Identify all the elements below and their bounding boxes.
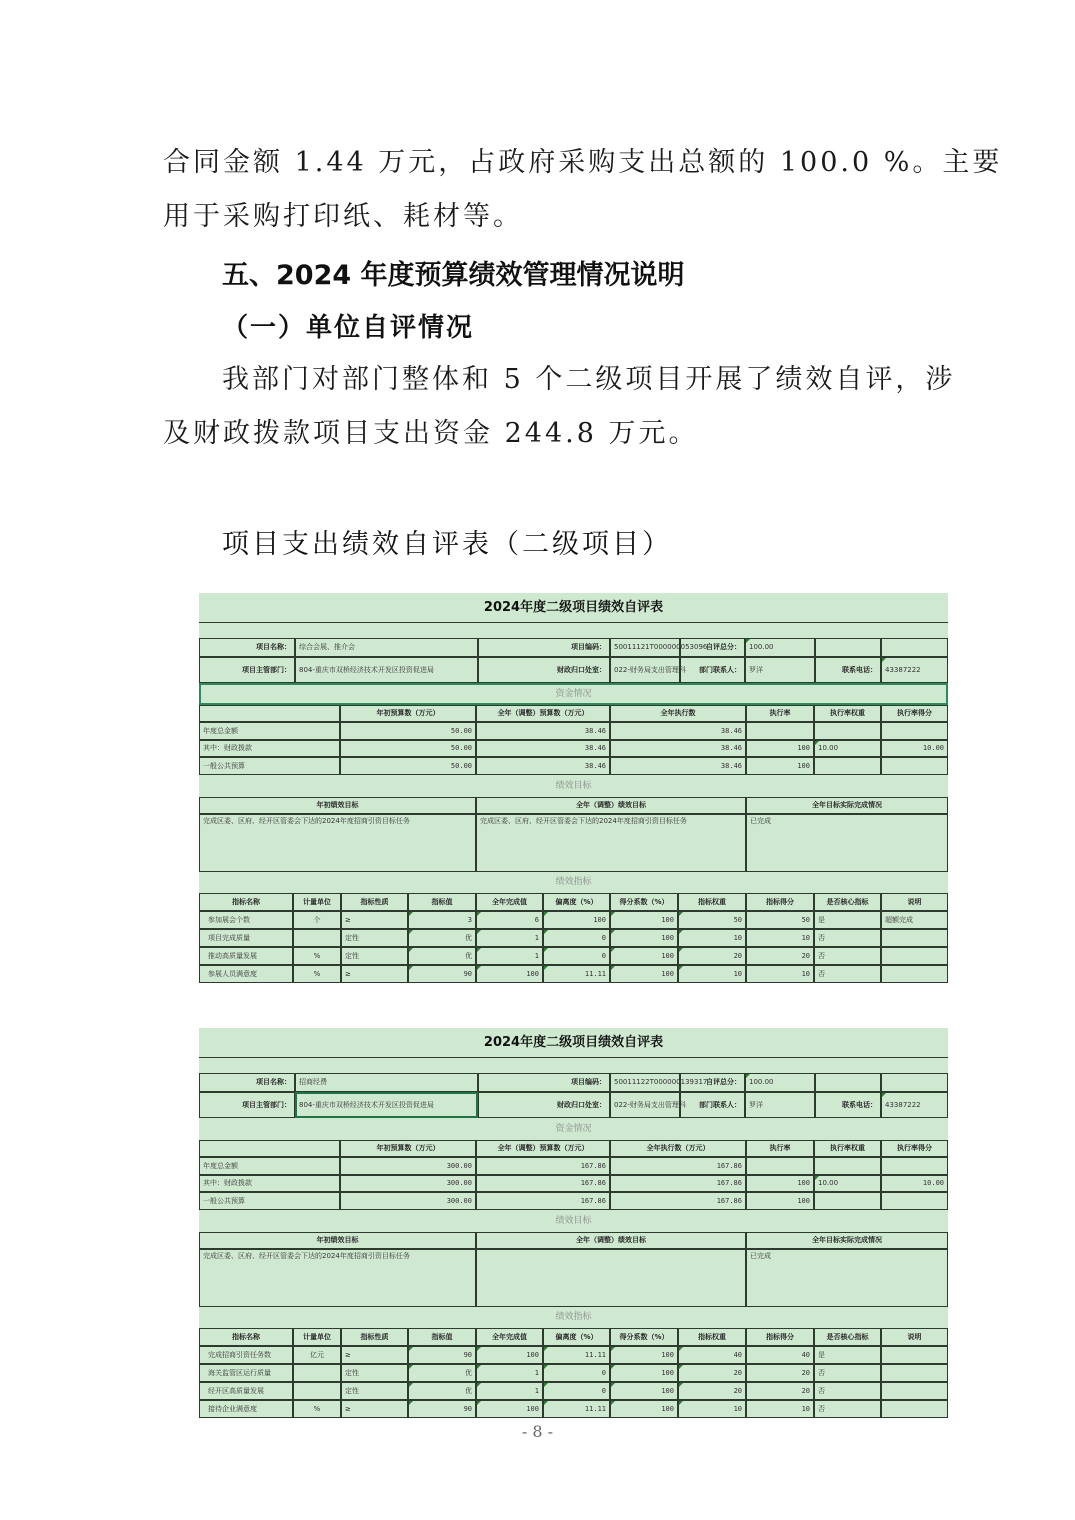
indicator-cell[interactable]: 参展人员满意度 — [199, 965, 293, 983]
goals-value-cell[interactable] — [476, 1249, 746, 1307]
indicator-cell[interactable]: 90 — [408, 1346, 476, 1364]
indicator-cell[interactable] — [881, 1382, 948, 1400]
contact-person-value[interactable]: 罗洋 — [745, 657, 815, 683]
indicator-cell[interactable]: 100 — [610, 1400, 678, 1418]
cell-comment-marker-icon — [611, 1401, 615, 1405]
indicator-header-cell: 偏离度（%） — [543, 1328, 610, 1346]
managing-department-label: 项目主管部门： — [199, 1092, 295, 1118]
indicator-cell[interactable]: % — [293, 1400, 341, 1418]
funding-cell[interactable] — [881, 722, 948, 740]
indicator-header-cell: 是否核心指标 — [814, 1328, 881, 1346]
funding-cell[interactable]: 38.46 — [476, 757, 610, 775]
goals-section-label: 绩效目标 — [555, 780, 592, 791]
indicator-cell[interactable]: 20 — [746, 1382, 814, 1400]
cell-comment-marker-icon — [544, 948, 548, 952]
indicator-cell[interactable]: 否 — [814, 1400, 881, 1418]
funding-cell[interactable] — [814, 757, 881, 775]
funding-cell[interactable]: 其中：财政拨款 — [199, 1175, 340, 1192]
indicator-cell[interactable]: 50 — [678, 911, 746, 929]
indicator-cell[interactable] — [293, 929, 341, 947]
indicator-cell[interactable]: 20 — [678, 1382, 746, 1400]
page-number: - 8 - — [521, 1422, 554, 1441]
funding-header-cell: 全年执行数（万元） — [610, 1140, 746, 1157]
cell-comment-marker-icon — [477, 912, 481, 916]
indicator-header-cell: 指标权重 — [678, 893, 746, 911]
indicator-cell[interactable]: 10 — [678, 965, 746, 983]
indicator-cell[interactable] — [881, 929, 948, 947]
indicator-cell[interactable]: 100 — [610, 1382, 678, 1400]
funding-header-cell: 执行率权重 — [814, 1140, 881, 1157]
indicator-cell[interactable]: 否 — [814, 965, 881, 983]
indicator-header-cell: 指标得分 — [746, 1328, 814, 1346]
cell-comment-marker-icon — [679, 966, 683, 970]
cell-comment-marker-icon — [477, 930, 481, 934]
cell-comment-marker-icon — [679, 1383, 683, 1387]
goals-section-label: 绩效目标 — [555, 1215, 592, 1226]
cell-comment-marker-icon — [544, 1347, 548, 1351]
indicator-cell[interactable]: 定性 — [341, 1382, 408, 1400]
self-score-label: 自评总分： — [680, 1073, 745, 1092]
project-code-label: 项目编码： — [478, 1073, 610, 1092]
cell-comment-marker-icon — [882, 1093, 886, 1097]
indicator-cell[interactable]: 20 — [678, 1364, 746, 1382]
indicator-cell[interactable]: 11.11 — [543, 1346, 610, 1364]
funding-cell[interactable]: 10.00 — [881, 1175, 948, 1192]
indicator-cell[interactable]: 亿元 — [293, 1346, 341, 1364]
table-title: 2024年度二级项目绩效自评表 — [483, 1035, 664, 1050]
indicator-cell[interactable] — [881, 947, 948, 965]
contact-person-label: 部门联系人： — [680, 657, 745, 683]
indicator-cell[interactable]: 优 — [408, 1364, 476, 1382]
indicator-header-cell: 指标值 — [408, 893, 476, 911]
funding-cell[interactable] — [814, 722, 881, 740]
indicator-header-cell: 是否核心指标 — [814, 893, 881, 911]
indicator-cell[interactable]: 推动高质量发展 — [199, 947, 293, 965]
indicator-header-cell: 偏离度（%） — [543, 893, 610, 911]
funding-cell[interactable]: 100 — [746, 1175, 814, 1192]
indicator-cell[interactable]: 6 — [476, 911, 543, 929]
indicator-cell[interactable]: 1 — [476, 929, 543, 947]
indicator-cell[interactable]: 100 — [610, 929, 678, 947]
indicator-cell[interactable]: 1 — [476, 1364, 543, 1382]
funding-cell[interactable] — [814, 1192, 881, 1210]
cell-comment-marker-icon — [544, 930, 548, 934]
indicator-cell[interactable]: 否 — [814, 1382, 881, 1400]
indicator-header-cell: 说明 — [881, 893, 948, 911]
funding-cell[interactable]: 38.46 — [476, 740, 610, 757]
indicator-cell[interactable]: 100 — [610, 911, 678, 929]
indicator-cell[interactable]: 10 — [746, 929, 814, 947]
project-code-value[interactable]: 50011122T000000139317 — [610, 1073, 680, 1092]
indicator-header-cell: 指标得分 — [746, 893, 814, 911]
funding-header-cell: 执行率得分 — [881, 705, 948, 722]
empty-cell[interactable] — [815, 638, 881, 657]
goals-header-cell: 全年目标实际完成情况 — [746, 797, 948, 814]
cell-comment-marker-icon — [477, 948, 481, 952]
grid-line — [199, 622, 948, 623]
indicator-header-cell: 计量单位 — [293, 893, 341, 911]
funding-cell[interactable]: 10.00 — [881, 740, 948, 757]
funding-cell[interactable]: 年度总金额 — [199, 1157, 340, 1175]
cell-comment-marker-icon — [611, 966, 615, 970]
indicator-cell[interactable] — [881, 1364, 948, 1382]
funding-cell[interactable]: 50.00 — [340, 757, 476, 775]
cell-comment-marker-icon — [544, 1401, 548, 1405]
phone-value[interactable]: 43387222 — [881, 657, 948, 683]
funding-cell[interactable]: 38.46 — [610, 740, 746, 757]
phone-label: 联系电话： — [815, 657, 881, 683]
indicator-header-cell: 指标值 — [408, 1328, 476, 1346]
indicator-cell[interactable]: 0 — [543, 947, 610, 965]
funding-cell[interactable] — [881, 1157, 948, 1175]
funding-header-cell — [199, 1140, 340, 1157]
indicator-cell[interactable]: 100 — [476, 965, 543, 983]
indicator-cell[interactable]: 100 — [610, 1364, 678, 1382]
funding-cell[interactable]: 300.00 — [340, 1157, 476, 1175]
finance-office-label: 财政归口处室： — [478, 1092, 610, 1118]
funding-cell[interactable]: 300.00 — [340, 1192, 476, 1210]
cell-comment-marker-icon — [611, 1365, 615, 1369]
indicator-cell[interactable]: 10 — [746, 1400, 814, 1418]
indicator-cell[interactable] — [881, 1400, 948, 1418]
indicator-cell[interactable]: 11.11 — [543, 965, 610, 983]
cell-comment-marker-icon — [815, 741, 819, 745]
funding-cell[interactable]: 167.86 — [610, 1175, 746, 1192]
indicator-cell[interactable]: 0 — [543, 1364, 610, 1382]
indicator-header-cell: 指标性质 — [341, 1328, 408, 1346]
indicator-cell[interactable]: 0 — [543, 1382, 610, 1400]
body-paragraph-line: 用于采购打印纸、耗材等。 — [163, 201, 523, 232]
table-caption: 项目支出绩效自评表（二级项目） — [222, 529, 672, 560]
funding-cell[interactable]: 38.46 — [610, 722, 746, 740]
goals-value-cell[interactable]: 完成区委、区府、经开区管委会下达的2024年度招商引资目标任务 — [199, 814, 476, 872]
managing-department-value[interactable]: 804-重庆市双桥经济技术开发区投资促进局 — [295, 1092, 478, 1118]
indicator-cell[interactable]: 1 — [476, 1382, 543, 1400]
project-code-value[interactable]: 50011121T000000053096 — [610, 638, 680, 657]
project-name-label: 项目名称： — [199, 1073, 295, 1092]
empty-cell[interactable] — [881, 638, 948, 657]
funding-cell[interactable]: 167.86 — [476, 1192, 610, 1210]
indicator-cell[interactable]: ≥ — [341, 1400, 408, 1418]
indicators-section-label: 绩效指标 — [555, 1312, 592, 1322]
indicator-cell[interactable]: 40 — [746, 1346, 814, 1364]
indicator-cell[interactable]: 20 — [678, 947, 746, 965]
indicator-header-cell: 指标名称 — [199, 893, 293, 911]
indicator-cell[interactable]: 100 — [476, 1346, 543, 1364]
indicator-header-cell: 得分系数（%） — [610, 893, 678, 911]
funding-cell[interactable]: 300.00 — [340, 1175, 476, 1192]
indicator-cell[interactable]: ≥ — [341, 965, 408, 983]
indicator-cell[interactable]: 0 — [543, 929, 610, 947]
funding-header-cell: 执行率得分 — [881, 1140, 948, 1157]
indicator-cell[interactable]: 否 — [814, 947, 881, 965]
cell-comment-marker-icon — [679, 930, 683, 934]
funding-header-cell: 全年执行数 — [610, 705, 746, 722]
cell-comment-marker-icon — [477, 1347, 481, 1351]
phone-value[interactable]: 43387222 — [881, 1092, 948, 1118]
empty-cell[interactable] — [881, 1073, 948, 1092]
goals-header-cell: 年初绩效目标 — [199, 1232, 476, 1249]
finance-office-value[interactable]: 022-财务局支出管理科 — [610, 1092, 680, 1118]
indicator-cell[interactable]: 11.11 — [543, 1400, 610, 1418]
indicator-cell[interactable]: 100 — [610, 947, 678, 965]
indicator-cell[interactable]: 100 — [543, 911, 610, 929]
cell-comment-marker-icon — [477, 1383, 481, 1387]
funding-cell[interactable]: 167.86 — [610, 1157, 746, 1175]
project-name-value[interactable]: 综合会展、推介会 — [295, 638, 478, 657]
cell-comment-marker-icon — [409, 912, 413, 916]
cell-comment-marker-icon — [409, 1401, 413, 1405]
cell-comment-marker-icon — [477, 966, 481, 970]
funding-cell[interactable]: 一般公共预算 — [199, 757, 340, 775]
indicator-cell[interactable]: 40 — [678, 1346, 746, 1364]
finance-office-value[interactable]: 022-财务局支出管理科 — [610, 657, 680, 683]
indicator-cell[interactable]: 10 — [678, 929, 746, 947]
funding-header-cell: 执行率权重 — [814, 705, 881, 722]
funding-header-cell: 年初预算数（万元） — [340, 705, 476, 722]
funding-header-cell: 年初预算数（万元） — [340, 1140, 476, 1157]
contact-person-label: 部门联系人： — [680, 1092, 745, 1118]
indicator-cell[interactable]: 是 — [814, 911, 881, 929]
funding-cell[interactable] — [881, 757, 948, 775]
cell-comment-marker-icon — [746, 1074, 750, 1078]
goals-header-cell: 全年（调整）绩效目标 — [476, 1232, 746, 1249]
funding-cell[interactable]: 一般公共预算 — [199, 1192, 340, 1210]
funding-cell[interactable]: 38.46 — [610, 757, 746, 775]
cell-comment-marker-icon — [477, 1401, 481, 1405]
indicator-cell[interactable]: 20 — [746, 947, 814, 965]
cell-comment-marker-icon — [611, 948, 615, 952]
funding-header-cell: 执行率 — [746, 705, 814, 722]
table-title: 2024年度二级项目绩效自评表 — [483, 600, 664, 615]
cell-comment-marker-icon — [409, 1347, 413, 1351]
project-name-label: 项目名称： — [199, 638, 295, 657]
cell-comment-marker-icon — [882, 658, 886, 662]
indicator-cell[interactable]: % — [293, 947, 341, 965]
indicator-header-cell: 指标权重 — [678, 1328, 746, 1346]
cell-comment-marker-icon — [409, 930, 413, 934]
indicator-header-cell: 全年完成值 — [476, 1328, 543, 1346]
indicator-cell[interactable]: 完成招商引资任务数 — [199, 1346, 293, 1364]
cell-comment-marker-icon — [611, 912, 615, 916]
indicator-cell[interactable]: 10 — [746, 965, 814, 983]
indicator-cell[interactable]: 定性 — [341, 929, 408, 947]
indicator-cell[interactable] — [881, 965, 948, 983]
cell-comment-marker-icon — [746, 639, 750, 643]
self-score-value[interactable]: 100.00 — [745, 638, 815, 657]
cell-comment-marker-icon — [544, 1365, 548, 1369]
goals-value-cell[interactable]: 已完成 — [746, 1249, 948, 1307]
funding-cell[interactable] — [746, 1157, 814, 1175]
managing-department-value[interactable]: 804-重庆市双桥经济技术开发区投资促进局 — [295, 657, 478, 683]
cell-comment-marker-icon — [679, 1401, 683, 1405]
indicator-header-cell: 指标名称 — [199, 1328, 293, 1346]
goals-header-cell: 年初绩效目标 — [199, 797, 476, 814]
indicator-cell[interactable]: 90 — [408, 1400, 476, 1418]
self-score-label: 自评总分： — [680, 638, 745, 657]
finance-office-label: 财政归口处室： — [478, 657, 610, 683]
indicator-cell[interactable]: 优 — [408, 929, 476, 947]
funding-cell[interactable]: 167.86 — [476, 1175, 610, 1192]
self-evaluation-table — [199, 593, 948, 983]
funding-cell[interactable]: 100 — [746, 740, 814, 757]
cell-comment-marker-icon — [815, 1176, 819, 1180]
body-paragraph-line: 合同金额 1.44 万元，占政府采购支出总额的 100.0 %。主要 — [163, 147, 1003, 178]
funding-cell[interactable]: 167.86 — [476, 1157, 610, 1175]
indicator-header-cell: 全年完成值 — [476, 893, 543, 911]
indicator-cell[interactable]: 个 — [293, 911, 341, 929]
indicator-cell[interactable]: 100 — [610, 1346, 678, 1364]
indicator-cell[interactable]: 优 — [408, 1382, 476, 1400]
funding-cell[interactable]: 年度总金额 — [199, 722, 340, 740]
indicator-header-cell: 得分系数（%） — [610, 1328, 678, 1346]
grid-line — [199, 1057, 948, 1058]
goals-value-cell[interactable]: 完成区委、区府、经开区管委会下达的2024年度招商引资目标任务 — [476, 814, 746, 872]
goals-header-cell: 全年（调整）绩效目标 — [476, 797, 746, 814]
indicator-cell[interactable]: 海关监管区运行质量 — [199, 1364, 293, 1382]
indicator-cell[interactable]: 20 — [746, 1364, 814, 1382]
indicator-cell[interactable]: 定性 — [341, 1364, 408, 1382]
indicator-header-cell: 说明 — [881, 1328, 948, 1346]
indicator-cell[interactable]: 否 — [814, 1364, 881, 1382]
funding-cell[interactable]: 38.46 — [476, 722, 610, 740]
goals-value-cell[interactable]: 完成区委、区府、经开区管委会下达的2024年度招商引资目标任务 — [199, 1249, 476, 1307]
indicator-header-cell: 计量单位 — [293, 1328, 341, 1346]
indicator-cell[interactable]: 50 — [746, 911, 814, 929]
funding-cell[interactable] — [814, 1157, 881, 1175]
indicator-cell[interactable]: ≥ — [341, 911, 408, 929]
indicator-cell[interactable]: 定性 — [341, 947, 408, 965]
cell-comment-marker-icon — [544, 966, 548, 970]
body-paragraph-line: 及财政拨款项目支出资金 244.8 万元。 — [163, 418, 699, 449]
phone-label: 联系电话： — [815, 1092, 881, 1118]
empty-cell[interactable] — [815, 1073, 881, 1092]
funding-header-cell: 全年（调整）预算数（万元） — [476, 705, 610, 722]
funding-cell[interactable]: 100 — [746, 757, 814, 775]
indicator-cell[interactable]: 经开区高质量发展 — [199, 1382, 293, 1400]
cell-comment-marker-icon — [679, 948, 683, 952]
indicator-cell[interactable]: 参加展会个数 — [199, 911, 293, 929]
indicator-cell[interactable]: % — [293, 965, 341, 983]
indicator-cell[interactable]: ≥ — [341, 1346, 408, 1364]
funding-cell[interactable]: 10.00 — [814, 1175, 881, 1192]
cell-comment-marker-icon — [611, 1347, 615, 1351]
indicator-cell[interactable] — [881, 1346, 948, 1364]
indicator-cell[interactable]: 3 — [408, 911, 476, 929]
project-code-label: 项目编码： — [478, 638, 610, 657]
section-heading: 五、2024 年度预算绩效管理情况说明 — [222, 260, 685, 291]
subsection-heading: （一）单位自评情况 — [222, 313, 475, 343]
funding-cell[interactable]: 50.00 — [340, 722, 476, 740]
cell-comment-marker-icon — [544, 912, 548, 916]
cell-comment-marker-icon — [409, 1365, 413, 1369]
self-score-value[interactable]: 100.00 — [745, 1073, 815, 1092]
funding-header-cell: 执行率 — [746, 1140, 814, 1157]
indicator-cell[interactable]: 1 — [476, 947, 543, 965]
cell-comment-marker-icon — [611, 930, 615, 934]
funding-header-cell: 全年（调整）预算数（万元） — [476, 1140, 610, 1157]
funding-cell[interactable] — [746, 722, 814, 740]
cell-comment-marker-icon — [477, 1365, 481, 1369]
cell-comment-marker-icon — [679, 912, 683, 916]
indicator-cell[interactable]: 项目完成质量 — [199, 929, 293, 947]
funding-section-label: 资金情况 — [555, 1123, 592, 1134]
indicator-cell[interactable]: 是 — [814, 1346, 881, 1364]
cell-comment-marker-icon — [679, 1365, 683, 1369]
funding-cell[interactable]: 167.86 — [610, 1192, 746, 1210]
funding-cell[interactable] — [881, 1192, 948, 1210]
funding-cell[interactable]: 其中：财政拨款 — [199, 740, 340, 757]
project-name-value[interactable]: 招商经费 — [295, 1073, 478, 1092]
contact-person-value[interactable]: 罗洋 — [745, 1092, 815, 1118]
self-evaluation-table — [199, 1028, 948, 1418]
goals-header-cell: 全年目标实际完成情况 — [746, 1232, 948, 1249]
indicator-cell[interactable]: 否 — [814, 929, 881, 947]
indicators-section-label: 绩效指标 — [555, 877, 592, 887]
indicator-cell[interactable]: 100 — [610, 965, 678, 983]
cell-comment-marker-icon — [409, 1383, 413, 1387]
indicator-cell[interactable]: 超额完成 — [881, 911, 948, 929]
funding-header-cell — [199, 705, 340, 722]
cell-comment-marker-icon — [409, 948, 413, 952]
cell-comment-marker-icon — [409, 966, 413, 970]
funding-cell[interactable]: 10.00 — [814, 740, 881, 757]
indicator-cell[interactable] — [293, 1382, 341, 1400]
body-paragraph-line: 我部门对部门整体和 5 个二级项目开展了绩效自评，涉 — [222, 364, 956, 395]
funding-section-label: 资金情况 — [199, 683, 948, 705]
cell-comment-marker-icon — [544, 1383, 548, 1387]
funding-cell[interactable]: 100 — [746, 1192, 814, 1210]
indicator-cell[interactable] — [293, 1364, 341, 1382]
managing-department-label: 项目主管部门： — [199, 657, 295, 683]
cell-comment-marker-icon — [679, 1347, 683, 1351]
indicator-cell[interactable]: 10 — [678, 1400, 746, 1418]
goals-value-cell[interactable]: 已完成 — [746, 814, 948, 872]
indicator-cell[interactable]: 90 — [408, 965, 476, 983]
indicator-header-cell: 指标性质 — [341, 893, 408, 911]
funding-cell[interactable]: 50.00 — [340, 740, 476, 757]
cell-comment-marker-icon — [611, 1383, 615, 1387]
indicator-cell[interactable]: 接待企业满意度 — [199, 1400, 293, 1418]
indicator-cell[interactable]: 100 — [476, 1400, 543, 1418]
indicator-cell[interactable]: 优 — [408, 947, 476, 965]
